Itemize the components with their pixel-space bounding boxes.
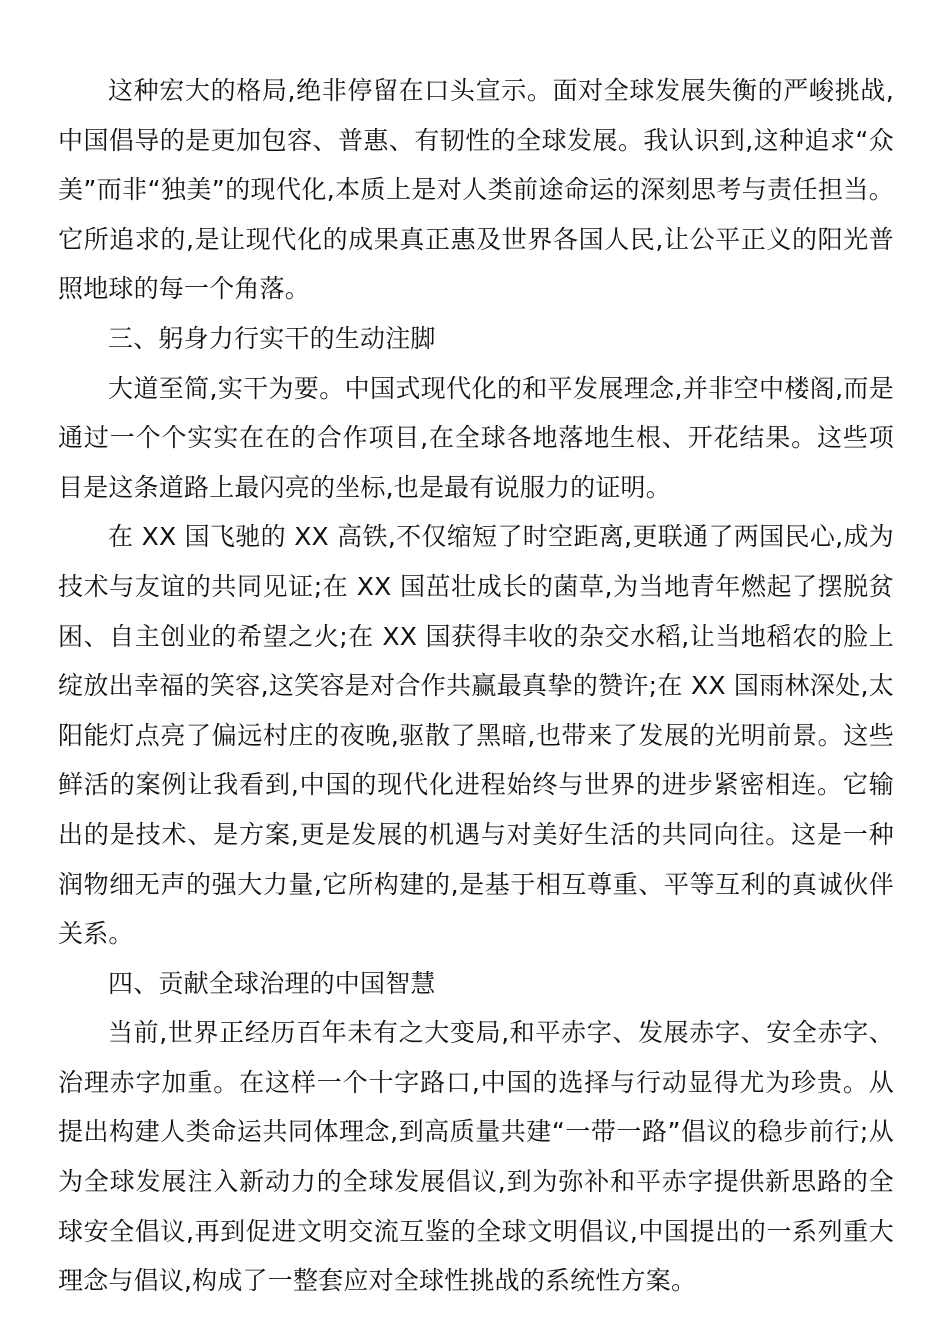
document-page — [58, 66, 894, 1306]
body-paragraph: 当前,世界正经历百年未有之大变局,和平赤字、发展赤字、安全赤字、治理赤字加重。在这样一个十字路口,中国的选择与行动显得尤为珍贵。从提出构建人类命运共同体理念,到高质量共建“一带一路”倡议的稳步前行;从为全球发展注入新动力的全球发展倡议,到为弥补和平赤字提供新思路的全球安全倡议,再到促进文明交流互鉴的全球文明倡议,中国提出的一系列重大理念与倡议,构成了一整套应对全球性挑战的系统性方案。 — [58, 1018, 894, 1296]
body-paragraph: 大道至简,实干为要。中国式现代化的和平发展理念,并非空中楼阁,而是通过一个个实实在在的合作项目,在全球各地落地生根、开花结果。这些项目是这条道路上最闪亮的坐标,也是最有说服力的证明。 — [58, 373, 894, 502]
section-heading: 三、躬身力行实干的生动注脚 — [108, 323, 436, 353]
section-heading: 四、贡献全球治理的中国智慧 — [108, 968, 436, 998]
body-paragraph: 这种宏大的格局,绝非停留在口头宣示。面对全球发展失衡的严峻挑战,中国倡导的是更加包容、普惠、有韧性的全球发展。我认识到,这种追求“众美”而非“独美”的现代化,本质上是对人类前途命运的深刻思考与责任担当。它所追求的,是让现代化的成果真正惠及世界各国人民,让公平正义的阳光普照地球的每一个角落。 — [58, 76, 894, 304]
body-paragraph: 在 XX 国飞驰的 XX 高铁,不仅缩短了时空距离,更联通了两国民心,成为技术与友谊的共同见证;在 XX 国茁壮成长的菌草,为当地青年燃起了摆脱贫困、自主创业的希望之火;在 XX 国获得丰收的杂交水稻,让当地稻农的脸上绽放出幸福的笑容,这笑容是对合作共赢最真挚的赞许;在 XX 国雨林深处,太阳能灯点亮了偏远村庄的夜晚,驱散了黑暗,也带来了发展的光明前景。这些鲜活的案例让我看到,中国的现代化进程始终与世界的进步紧密相连。它输出的是技术、是方案,更是发展的机遇与对美好生活的共同向往。这是一种润物细无声的强大力量,它所构建的,是基于相互尊重、平等互利的真诚伙伴关系。 — [58, 522, 894, 949]
